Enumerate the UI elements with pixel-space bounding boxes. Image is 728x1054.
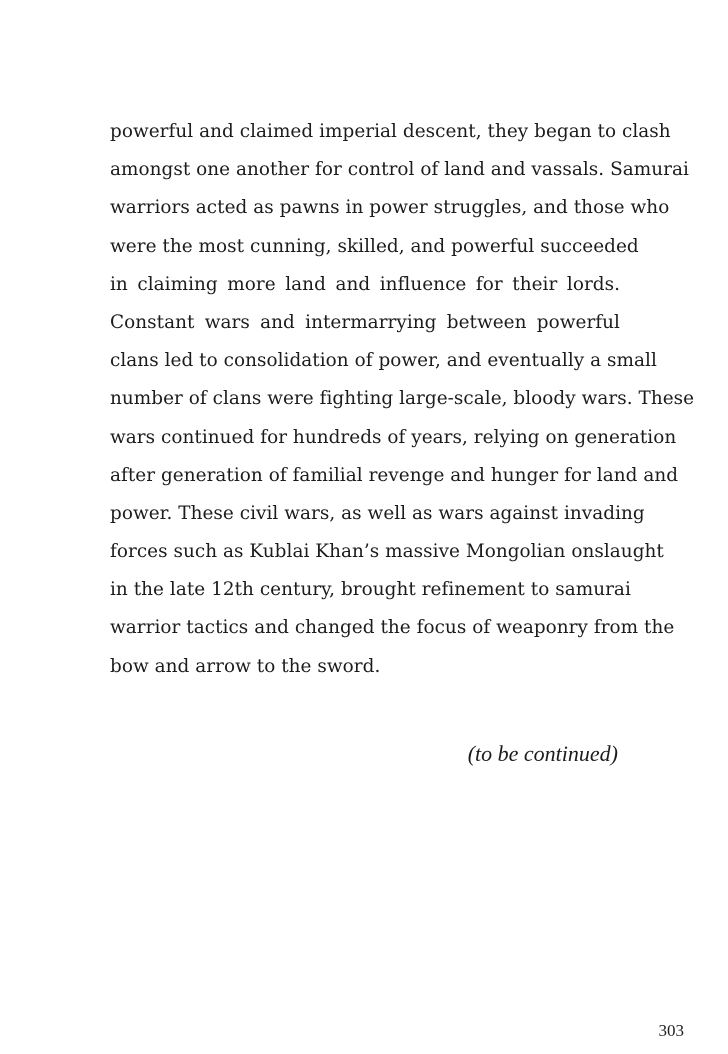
paragraph-line: forces such as Kublai Khan’s massive Mongolian onslaught (110, 541, 664, 563)
paragraph-line: number of clans were fighting large-scale, bloody wars. These (110, 388, 695, 410)
paragraph-line: powerful and claimed imperial descent, they began to clash (110, 121, 671, 142)
body-paragraph (110, 113, 695, 686)
paragraph-line: after generation of familial revenge and hunger for land and (110, 464, 679, 486)
paragraph-line: wars continued for hundreds of years, relying on generation (110, 426, 677, 448)
paragraph-line: warriors acted as pawns in power struggles, and those who (110, 197, 670, 219)
paragraph-line: Constant wars and intermarrying between powerful (110, 311, 620, 333)
paragraph-line: power. These civil wars, as well as wars against invading (110, 502, 645, 524)
page-number: 303 (658, 1021, 684, 1040)
paragraph-line: in the late 12th century, brought refinement to samurai (110, 579, 631, 601)
paragraph-line: in claiming more land and influence for their lords. (110, 273, 620, 295)
paragraph-line-last: bow and arrow to the sword. (110, 655, 381, 677)
paragraph-line: were the most cunning, skilled, and powerful succeeded (110, 235, 639, 257)
paragraph-line: warrior tactics and changed the focus of weaponry from the (110, 617, 675, 639)
paragraph-line: amongst one another for control of land and vassals. Samurai (110, 159, 689, 181)
paragraph-line: clans led to consolidation of power, and eventually a small (110, 350, 657, 372)
to-be-continued-note: (to be continued) (467, 741, 618, 766)
